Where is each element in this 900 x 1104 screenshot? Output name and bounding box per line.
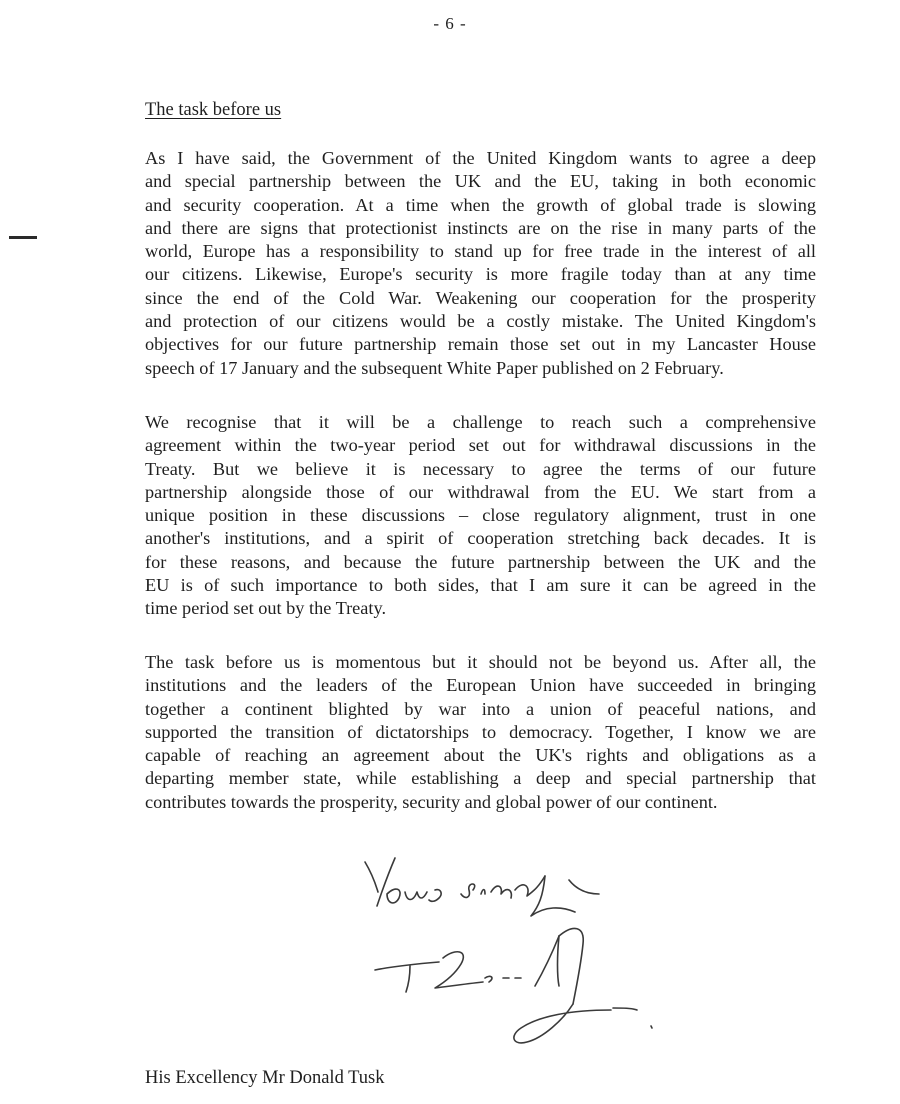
paragraph-line: agreement within the two-year period set out for withdrawal discussions in the bbox=[145, 435, 816, 456]
paragraph-line: another's institutions, and a spirit of cooperation stretching back decades. It is bbox=[145, 528, 816, 549]
paragraph-line: EU is of such importance to both sides, that I am sure it can be agreed in the bbox=[145, 575, 816, 596]
page-number: - 6 - bbox=[433, 14, 467, 33]
margin-mark bbox=[9, 236, 37, 239]
paragraph-line: unique position in these discussions – close regulatory alignment, trust in one bbox=[145, 505, 816, 526]
paragraph-line: together a continent blighted by war into a union of peaceful nations, and bbox=[145, 698, 816, 719]
addressee: His Excellency Mr Donald Tusk bbox=[145, 1068, 385, 1088]
paragraph-line: contributes towards the prosperity, security and global power of our continent. bbox=[145, 791, 718, 812]
paragraph-line: speech of 17 January and the subsequent White Paper published on 2 February. bbox=[145, 357, 724, 378]
paragraph-2 bbox=[145, 411, 816, 621]
paragraph-line: since the end of the Cold War. Weakening our cooperation for the prosperity bbox=[145, 287, 816, 308]
paragraph-line: As I have said, the Government of the United Kingdom wants to agree a deep bbox=[145, 148, 816, 168]
paragraph-line: We recognise that it will be a challenge to reach such a comprehensive bbox=[145, 412, 816, 432]
paragraph-line: Treaty. But we believe it is necessary to agree the terms of our future bbox=[145, 458, 816, 479]
paragraph-line: and protection of our citizens would be a costly mistake. The United Kingdom's bbox=[145, 311, 816, 332]
paragraph-line: partnership alongside those of our withdrawal from the EU. We start from a bbox=[145, 481, 816, 502]
handwritten-signature bbox=[355, 850, 695, 1060]
paragraph-line: departing member state, while establishing a deep and special partnership that bbox=[145, 768, 816, 789]
paragraph-line: world, Europe has a responsibility to stand up for free trade in the interest of all bbox=[145, 241, 816, 262]
paragraph-line: The task before us is momentous but it should not be beyond us. After all, the bbox=[145, 652, 816, 672]
paragraph-line: institutions and the leaders of the European Union have succeeded in bringing bbox=[145, 675, 816, 696]
paragraph-line: objectives for our future partnership remain those set out in my Lancaster House bbox=[145, 334, 816, 355]
paragraph-line: and security cooperation. At a time when the growth of global trade is slowing bbox=[145, 194, 816, 215]
paragraph-line: for these reasons, and because the future partnership between the UK and the bbox=[145, 551, 816, 572]
paragraph-line: capable of reaching an agreement about the UK's rights and obligations as a bbox=[145, 745, 816, 766]
paragraph-line: our citizens. Likewise, Europe's security is more fragile today than at any time bbox=[145, 264, 816, 285]
paragraph-line: and special partnership between the UK and the EU, taking in both economic bbox=[145, 171, 816, 192]
section-heading: The task before us bbox=[145, 100, 282, 120]
paragraph-line: and there are signs that protectionist instincts are on the rise in many parts of the bbox=[145, 217, 816, 238]
paragraph-1 bbox=[145, 147, 816, 380]
paragraph-line: supported the transition of dictatorships to democracy. Together, I know we are bbox=[145, 721, 816, 742]
paragraph-line: time period set out by the Treaty. bbox=[145, 598, 387, 619]
paragraph-3 bbox=[145, 651, 816, 814]
